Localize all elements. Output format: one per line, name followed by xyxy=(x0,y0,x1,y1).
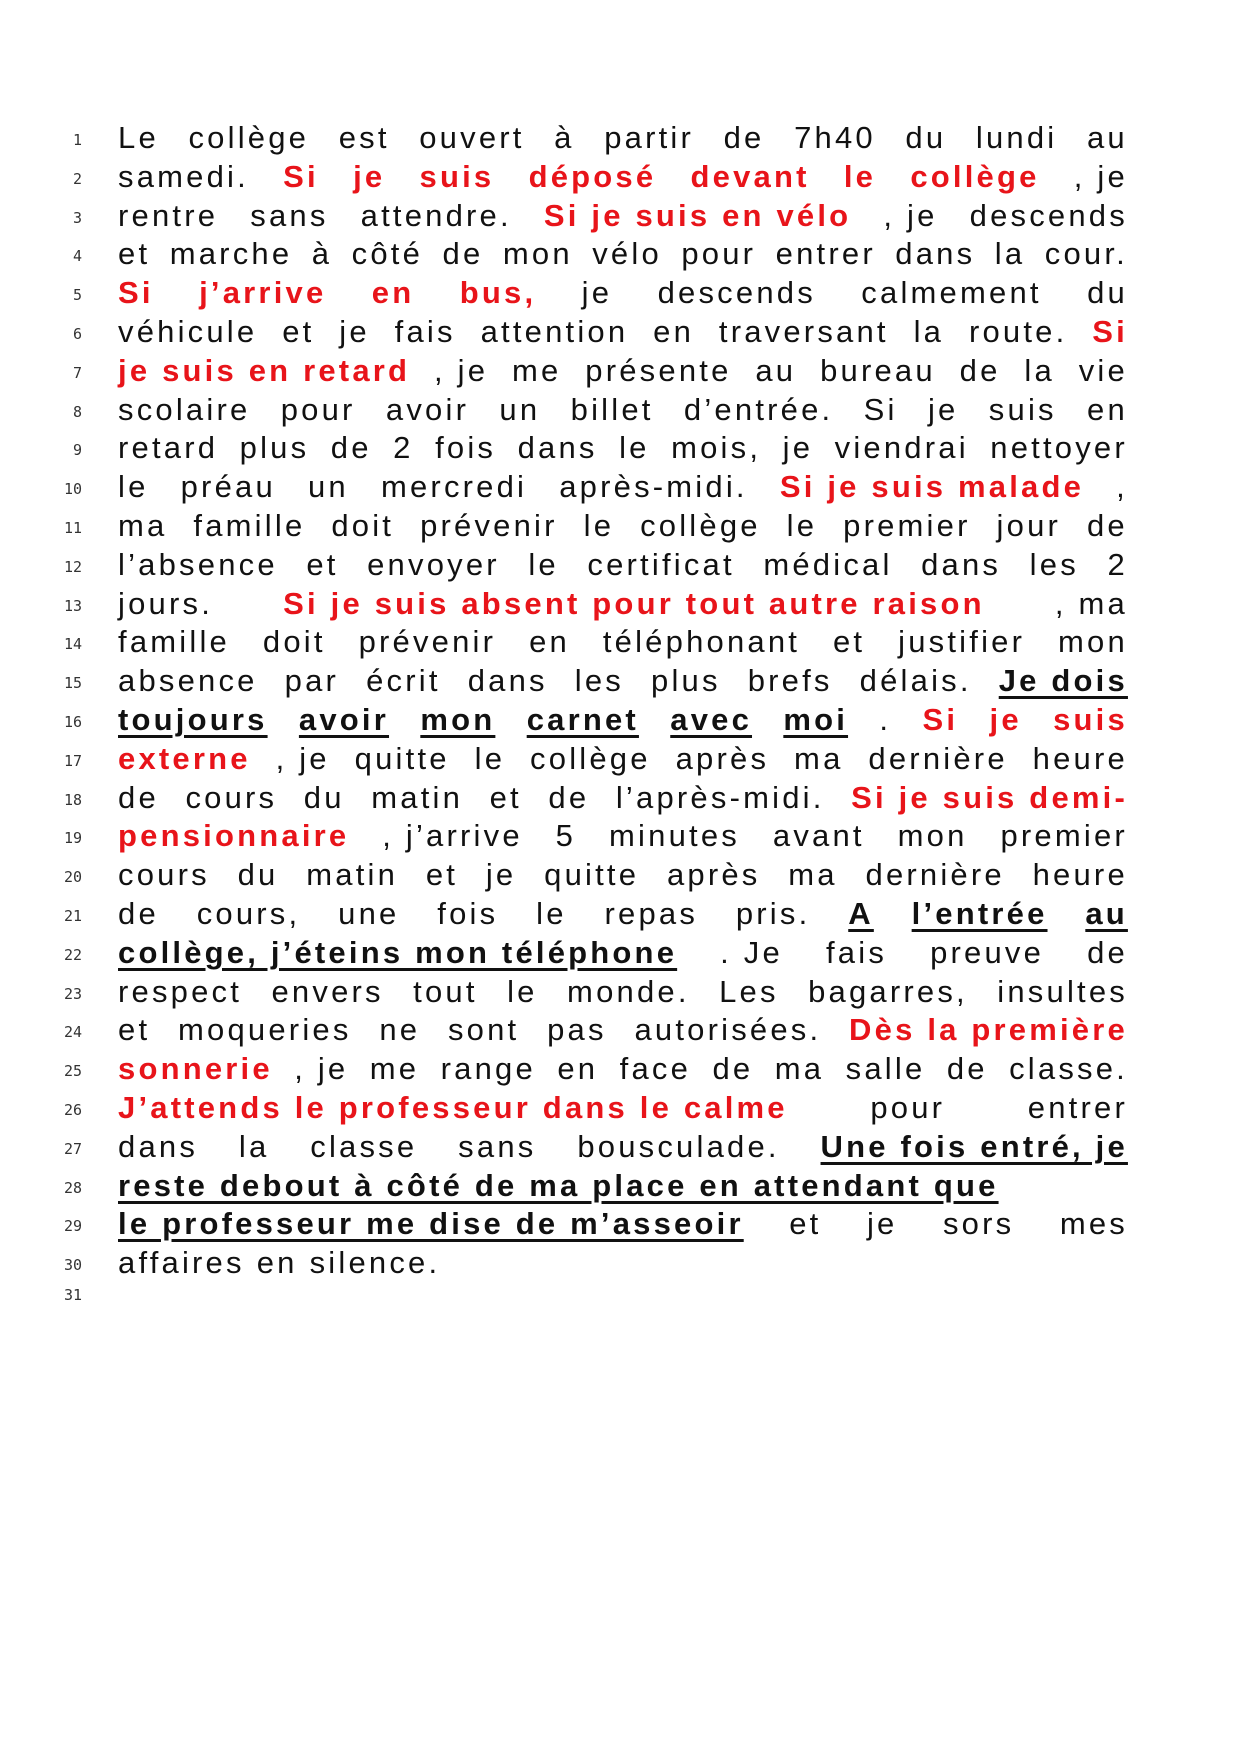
emphasis-red: le xyxy=(843,158,877,194)
word: de xyxy=(1087,934,1128,970)
word: heure xyxy=(1032,740,1128,776)
line-number: 27 xyxy=(63,1139,82,1158)
emphasis-red: Si je suis absent pour tout autre raison xyxy=(283,585,985,621)
word: vie xyxy=(1078,352,1128,388)
text-line xyxy=(118,158,1128,197)
word: , xyxy=(1116,469,1128,505)
line-number: 5 xyxy=(72,286,82,305)
word: la xyxy=(913,313,945,349)
word: de xyxy=(1086,507,1128,543)
word: du xyxy=(1087,275,1128,311)
word: envers xyxy=(271,973,384,1009)
word: certificat xyxy=(587,546,735,582)
word: ma xyxy=(794,740,844,776)
word: mes xyxy=(1059,1206,1128,1242)
word: quitte xyxy=(354,740,450,776)
word: , je xyxy=(434,352,489,388)
word: 7h40 xyxy=(794,120,876,155)
word: plus xyxy=(651,663,721,699)
text-line xyxy=(118,701,1128,740)
word: le xyxy=(583,507,615,543)
word: le xyxy=(786,507,818,543)
text-line xyxy=(118,1128,1128,1167)
word: . Je xyxy=(720,934,783,970)
word: collège xyxy=(640,507,761,543)
word: après xyxy=(675,740,770,776)
text-line xyxy=(118,313,1128,352)
word: . xyxy=(879,701,892,737)
line-number: 8 xyxy=(72,402,82,421)
text-line xyxy=(118,740,1128,779)
word: dans xyxy=(517,430,598,466)
word: côté xyxy=(351,236,424,272)
word: à xyxy=(554,120,575,155)
line-number: 17 xyxy=(63,751,82,770)
emphasis-underlined: avoir xyxy=(298,701,390,737)
emphasis-red: Si je suis en vélo xyxy=(543,197,852,233)
line-number: 18 xyxy=(63,790,82,809)
line-number: 10 xyxy=(63,480,82,499)
word: après xyxy=(666,857,761,893)
word: dans xyxy=(467,663,548,699)
word: rentre xyxy=(118,197,219,233)
word: ma xyxy=(118,507,168,543)
word: range xyxy=(440,1051,536,1087)
word: un xyxy=(307,469,349,505)
word: quitte xyxy=(544,857,640,893)
word: fais xyxy=(825,934,888,970)
word: prévenir xyxy=(358,624,497,660)
word: en xyxy=(1087,391,1128,427)
word: entrer xyxy=(1027,1089,1128,1125)
word: en xyxy=(653,313,695,349)
word: monde. xyxy=(567,973,690,1009)
emphasis-underlined: reste debout à côté de ma place en attendant que xyxy=(118,1167,999,1203)
word: et xyxy=(789,1206,822,1242)
word: descends xyxy=(969,197,1128,233)
word: samedi. xyxy=(118,158,249,194)
word: en xyxy=(256,1245,298,1281)
word: suis xyxy=(988,391,1057,427)
emphasis-red: Si xyxy=(922,701,959,737)
word: brefs xyxy=(747,663,833,699)
word: cours xyxy=(118,857,210,893)
word: du xyxy=(303,779,345,815)
emphasis-underlined: mon xyxy=(420,701,496,737)
word: sors xyxy=(942,1206,1015,1242)
word: Les xyxy=(719,973,779,1009)
word: , j’arrive xyxy=(382,818,523,854)
word: insultes xyxy=(997,973,1128,1009)
emphasis-red: en xyxy=(371,275,415,311)
emphasis-red: je suis en retard xyxy=(118,352,411,388)
word: et xyxy=(118,236,151,272)
text-line xyxy=(118,779,1128,818)
word: nettoyer xyxy=(990,430,1128,466)
emphasis-underlined: le professeur me dise de m’asseoir xyxy=(118,1206,744,1242)
word: absence xyxy=(118,663,258,699)
word: classe. xyxy=(1009,1051,1128,1087)
word: lundi xyxy=(975,120,1058,155)
word: mon xyxy=(502,236,573,272)
word: mois, xyxy=(671,430,762,466)
word: écrit xyxy=(366,663,441,699)
text-line xyxy=(118,973,1128,1012)
text-line xyxy=(118,934,1128,973)
emphasis-red: j’arrive xyxy=(199,275,327,311)
word: de xyxy=(118,895,159,931)
word: l’absence xyxy=(118,546,278,582)
word: à xyxy=(311,236,333,272)
text-line xyxy=(118,662,1128,701)
word: mon xyxy=(897,818,968,854)
word: dans xyxy=(118,1128,199,1164)
word: après-midi. xyxy=(559,469,748,505)
line-number: 6 xyxy=(72,324,82,343)
word: jours. xyxy=(118,585,214,621)
word: salle xyxy=(845,1051,926,1087)
text-line xyxy=(118,895,1128,934)
word: billet xyxy=(570,391,654,427)
word: en xyxy=(529,624,570,660)
emphasis-red: bus, xyxy=(459,275,537,311)
word: je xyxy=(485,857,517,893)
word: classe xyxy=(310,1128,418,1164)
word: , je xyxy=(1073,158,1128,194)
word: la xyxy=(1024,352,1055,388)
word: téléphonant xyxy=(602,624,801,660)
emphasis-red: Si je suis malade xyxy=(779,469,1085,505)
text-line xyxy=(118,546,1128,585)
word: avoir xyxy=(385,391,470,427)
word: traversant xyxy=(718,313,889,349)
word: partir xyxy=(604,120,695,155)
line-number: 12 xyxy=(63,557,82,576)
word: attendre. xyxy=(360,197,512,233)
line-number: 29 xyxy=(63,1217,82,1236)
line-number: 24 xyxy=(63,1023,82,1042)
word: preuve xyxy=(930,934,1045,970)
word: de xyxy=(442,236,484,272)
word: ma xyxy=(774,1051,825,1087)
word: 2 xyxy=(393,430,414,466)
word: route. xyxy=(968,313,1068,349)
word: mercredi xyxy=(380,469,528,505)
word: le xyxy=(118,469,149,505)
word: famille xyxy=(118,624,230,660)
word: médical xyxy=(763,546,893,582)
word: Si xyxy=(863,391,898,427)
word: , je xyxy=(294,1051,349,1087)
word: dernière xyxy=(865,857,1005,893)
word: la xyxy=(238,1128,270,1164)
word: , je xyxy=(275,740,330,776)
emphasis-red: suis xyxy=(419,158,495,194)
word: sans xyxy=(458,1128,537,1164)
word: de xyxy=(548,779,590,815)
word: attention xyxy=(480,313,629,349)
word: délais. xyxy=(859,663,972,699)
emphasis-red: Si xyxy=(118,275,154,311)
word: ne xyxy=(379,1012,421,1048)
text-line xyxy=(118,1089,1128,1128)
word: dernière xyxy=(868,740,1008,776)
word: doit xyxy=(331,507,395,543)
word: famille xyxy=(193,507,306,543)
word: le xyxy=(474,740,506,776)
word: tout xyxy=(413,973,478,1009)
emphasis-red: Si xyxy=(1092,313,1128,349)
line-number: 31 xyxy=(63,1285,82,1304)
word: dans xyxy=(921,546,1002,582)
text-line xyxy=(118,197,1128,236)
word: autorisées. xyxy=(634,1012,822,1048)
word: de xyxy=(723,120,765,155)
word: je xyxy=(782,430,814,466)
word: de xyxy=(330,430,372,466)
word: face xyxy=(619,1051,692,1087)
emphasis-underlined: Une fois entré, je xyxy=(820,1128,1128,1164)
emphasis-underlined: A xyxy=(848,895,874,931)
word: respect xyxy=(118,973,243,1009)
word: repas xyxy=(604,895,699,931)
word: retard xyxy=(118,430,219,466)
line-number: 20 xyxy=(63,868,82,887)
emphasis-underlined: au xyxy=(1085,895,1128,931)
word: , je xyxy=(883,197,938,233)
text-line xyxy=(118,429,1128,468)
word: affaires xyxy=(118,1245,245,1281)
word: fois xyxy=(437,895,499,931)
text-line xyxy=(118,235,1128,274)
word: 5 xyxy=(555,818,577,854)
word: le xyxy=(507,973,538,1009)
word: cour. xyxy=(1044,236,1128,272)
word: plus xyxy=(239,430,310,466)
word: de xyxy=(712,1051,754,1087)
word: collège xyxy=(188,120,310,155)
word: pour xyxy=(681,236,757,272)
text-line xyxy=(118,468,1128,507)
line-number: 25 xyxy=(63,1062,82,1081)
word: je xyxy=(581,275,613,311)
word: l’après-midi. xyxy=(615,779,825,815)
line-number: 3 xyxy=(72,208,82,227)
word: pas xyxy=(547,1012,607,1048)
text-line xyxy=(118,352,1128,391)
word: et xyxy=(282,313,315,349)
emphasis-underlined: collège, j’éteins mon téléphone xyxy=(118,934,678,970)
word: au xyxy=(1086,120,1128,155)
word: pour xyxy=(870,1089,946,1125)
word: pour xyxy=(280,391,356,427)
word: jour xyxy=(996,507,1062,543)
line-number: 23 xyxy=(63,984,82,1003)
word: et xyxy=(118,1012,151,1048)
word: mon xyxy=(1058,624,1128,660)
word: sans xyxy=(250,197,329,233)
line-number: 7 xyxy=(72,363,82,382)
word: un xyxy=(499,391,541,427)
word: je xyxy=(866,1206,898,1242)
word: la xyxy=(994,236,1026,272)
emphasis-underlined: l’entrée xyxy=(911,895,1048,931)
text-line xyxy=(118,1011,1128,1050)
word: le xyxy=(536,895,567,931)
word: ouvert xyxy=(419,120,525,155)
word: et xyxy=(832,624,866,660)
text-line xyxy=(118,1050,1128,1089)
emphasis-underlined: Je dois xyxy=(998,663,1128,699)
word: collège xyxy=(530,740,651,776)
rules-paragraph xyxy=(118,119,1128,1283)
word: le xyxy=(528,546,559,582)
text-line xyxy=(118,1244,1128,1283)
emphasis-red: pensionnaire xyxy=(118,818,350,854)
line-number: 11 xyxy=(63,518,82,537)
word: premier xyxy=(1000,818,1128,854)
text-line xyxy=(118,623,1128,662)
line-number: 2 xyxy=(72,169,82,188)
line-number: 13 xyxy=(63,596,82,615)
word: me xyxy=(369,1051,420,1087)
line-number: 26 xyxy=(63,1100,82,1119)
text-line xyxy=(118,119,1128,158)
emphasis-underlined: moi xyxy=(783,701,849,737)
word: viendrai xyxy=(834,430,969,466)
word: ma xyxy=(788,857,838,893)
word: et xyxy=(489,779,522,815)
word: envoyer xyxy=(367,546,500,582)
word: avant xyxy=(772,818,865,854)
word: matin xyxy=(306,857,399,893)
word: 2 xyxy=(1107,546,1128,582)
emphasis-red: je xyxy=(989,701,1022,737)
emphasis-red: Si je suis demi- xyxy=(851,779,1128,815)
text-line xyxy=(118,817,1128,856)
text-line xyxy=(118,507,1128,546)
word: cours, xyxy=(196,895,301,931)
word: du xyxy=(905,120,947,155)
emphasis-red: je xyxy=(353,158,386,194)
word: fois xyxy=(435,430,497,466)
word: préau xyxy=(180,469,276,505)
emphasis-red: J’attends le professeur dans le calme xyxy=(118,1089,788,1125)
emphasis-red: collège xyxy=(910,158,1040,194)
word: présente xyxy=(585,352,732,388)
word: de xyxy=(959,352,1001,388)
emphasis-red: déposé xyxy=(528,158,657,194)
word: le xyxy=(619,430,650,466)
word: premier xyxy=(843,507,971,543)
word: bousculade. xyxy=(577,1128,780,1164)
text-line xyxy=(118,856,1128,895)
word: justifier xyxy=(898,624,1026,660)
word: dans xyxy=(895,236,976,272)
word: marche xyxy=(169,236,293,272)
line-number: 21 xyxy=(63,906,82,925)
word: du xyxy=(237,857,279,893)
word: je xyxy=(339,313,370,349)
line-number: 4 xyxy=(72,247,82,266)
emphasis-red: devant xyxy=(690,158,810,194)
word: et xyxy=(425,857,459,893)
line-number: 1 xyxy=(72,131,82,149)
emphasis-red: externe xyxy=(118,740,251,776)
emphasis-underlined: avec xyxy=(670,701,753,737)
word: heure xyxy=(1032,857,1128,893)
emphasis-red: suis xyxy=(1053,701,1128,737)
word: scolaire xyxy=(118,391,251,427)
emphasis-underlined: carnet xyxy=(526,701,639,737)
word: doit xyxy=(262,624,326,660)
word: calmement xyxy=(861,275,1042,311)
word: , ma xyxy=(1054,585,1128,621)
word: est xyxy=(338,120,390,155)
word: cours xyxy=(185,779,278,815)
word: sont xyxy=(447,1012,520,1048)
emphasis-red: Dès la première xyxy=(849,1012,1128,1048)
text-line xyxy=(118,391,1128,430)
word: vélo xyxy=(592,236,662,272)
word: me xyxy=(511,352,562,388)
word: les xyxy=(574,663,624,699)
word: entrer xyxy=(775,236,876,272)
line-number: 19 xyxy=(63,829,82,848)
word: de xyxy=(118,779,159,815)
word: et xyxy=(306,546,339,582)
word: en xyxy=(557,1051,599,1087)
word: au xyxy=(755,352,797,388)
text-line xyxy=(118,274,1128,313)
word: je xyxy=(927,391,959,427)
word: prévenir xyxy=(420,507,558,543)
word: fais xyxy=(394,313,456,349)
emphasis-red: sonnerie xyxy=(118,1051,273,1087)
word: matin xyxy=(371,779,464,815)
emphasis-underlined: toujours xyxy=(118,701,268,737)
word: par xyxy=(284,663,340,699)
word: une xyxy=(338,895,400,931)
line-number: 28 xyxy=(63,1178,82,1197)
line-number: 9 xyxy=(72,441,82,460)
line-number: 16 xyxy=(63,712,82,731)
word: moqueries xyxy=(178,1012,352,1048)
line-number: 30 xyxy=(63,1256,82,1275)
line-number-gutter xyxy=(40,121,82,1305)
word: bureau xyxy=(820,352,936,388)
word: véhicule xyxy=(118,313,258,349)
word: descends xyxy=(657,275,816,311)
word: les xyxy=(1029,546,1079,582)
word: silence. xyxy=(309,1245,441,1281)
text-line xyxy=(118,585,1128,624)
line-number: 22 xyxy=(63,945,82,964)
line-number: 15 xyxy=(63,674,82,693)
emphasis-red: Si xyxy=(283,158,319,194)
line-number: 14 xyxy=(63,635,82,654)
word: d’entrée. xyxy=(683,391,834,427)
text-line xyxy=(118,1205,1128,1244)
word: pris. xyxy=(735,895,811,931)
word: de xyxy=(946,1051,988,1087)
word: bagarres, xyxy=(808,973,968,1009)
text-line xyxy=(118,1167,1128,1206)
word: minutes xyxy=(609,818,740,854)
word: Le xyxy=(118,120,159,155)
